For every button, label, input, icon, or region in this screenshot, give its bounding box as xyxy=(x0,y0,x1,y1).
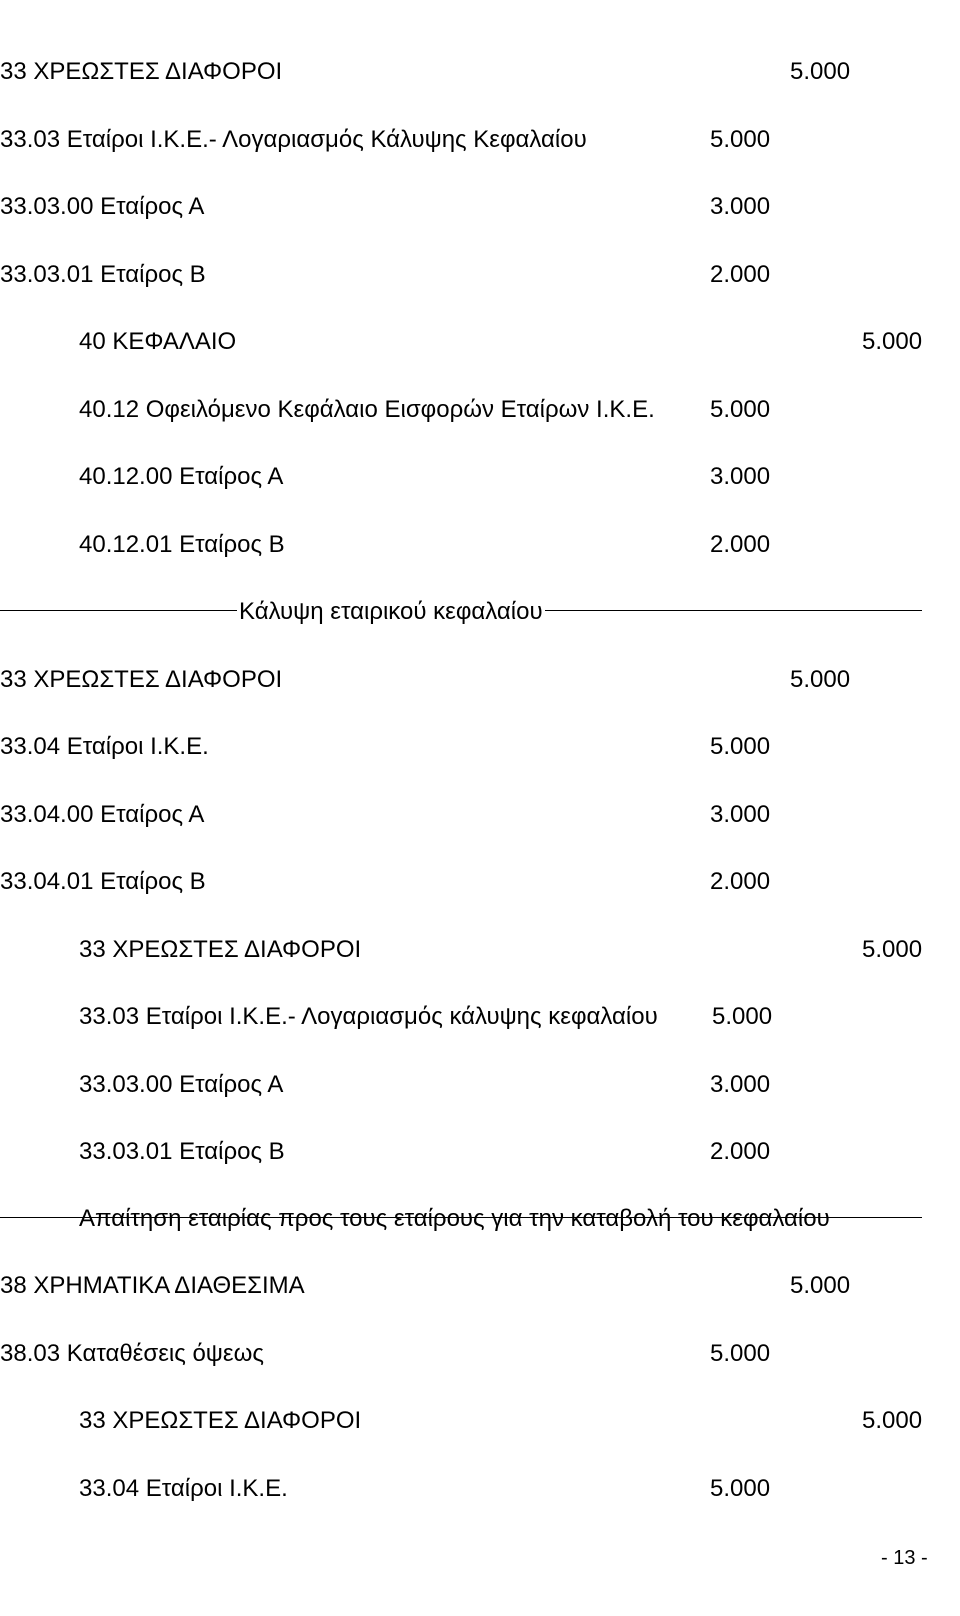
entry-amount: 2.000 xyxy=(710,261,771,288)
entry-amount: 5.000 xyxy=(710,126,771,153)
entry-account: 33 ΧΡΕΩΣΤΕΣ ΔΙΑΦΟΡΟΙ xyxy=(0,666,283,693)
entry-account: 40.12 Οφειλόμενο Κεφάλαιο Εισφορών Εταίρων Ι.Κ.Ε. xyxy=(79,396,655,423)
entry-amount: 5.000 xyxy=(862,328,923,355)
entry-amount: 2.000 xyxy=(710,531,771,558)
entry-account: 33 ΧΡΕΩΣΤΕΣ ΔΙΑΦΟΡΟΙ xyxy=(79,936,362,963)
entry-account: 33.04 Εταίροι Ι.Κ.Ε. xyxy=(0,733,209,760)
entry-account: 33.03.00 Εταίρος Α xyxy=(79,1071,284,1098)
entry-amount: 3.000 xyxy=(710,801,771,828)
entry-amount: 5.000 xyxy=(862,1407,923,1434)
entry-account: 38 ΧΡΗΜΑΤΙΚΑ ΔΙΑΘΕΣΙΜΑ xyxy=(0,1272,305,1299)
page-number: - 13 - xyxy=(881,1547,928,1569)
entry-account: 33.03 Εταίροι Ι.Κ.Ε.- Λογαριασμός Κάλυψης Κεφαλαίου xyxy=(0,126,587,153)
entry-amount: 5.000 xyxy=(790,666,851,693)
entry-amount: 5.000 xyxy=(712,1003,773,1030)
entry-account: 33.03.00 Εταίρος Α xyxy=(0,193,205,220)
entry-amount: 3.000 xyxy=(710,1071,771,1098)
entry-account: 40.12.00 Εταίρος Α xyxy=(79,463,284,490)
entry-account: 33.04 Εταίροι Ι.Κ.Ε. xyxy=(79,1475,288,1502)
entry-account: 33.04.00 Εταίρος Α xyxy=(0,801,205,828)
entry-amount: 2.000 xyxy=(710,1138,771,1165)
entry-amount: 3.000 xyxy=(710,463,771,490)
entry-amount: 3.000 xyxy=(710,193,771,220)
entry-account: 33.04.01 Εταίρος Β xyxy=(0,868,206,895)
entry-amount: 5.000 xyxy=(790,58,851,85)
entry-amount: 2.000 xyxy=(710,868,771,895)
entry-account: 33.03.01 Εταίρος Β xyxy=(0,261,206,288)
entry-amount: 5.000 xyxy=(710,396,771,423)
entry-account: 33 ΧΡΕΩΣΤΕΣ ΔΙΑΦΟΡΟΙ xyxy=(0,58,283,85)
entry-amount: 5.000 xyxy=(710,1340,771,1367)
entry-account: 33.03.01 Εταίρος Β xyxy=(79,1138,285,1165)
entry-account: 33 ΧΡΕΩΣΤΕΣ ΔΙΑΦΟΡΟΙ xyxy=(79,1407,362,1434)
entry-amount: 5.000 xyxy=(710,1475,771,1502)
entry-narration: Κάλυψη εταιρικού κεφαλαίου xyxy=(239,598,543,625)
entry-account: 33.03 Εταίροι Ι.Κ.Ε.- Λογαριασμός κάλυψης κεφαλαίου xyxy=(79,1003,658,1030)
entry-amount: 5.000 xyxy=(710,733,771,760)
entry-amount: 5.000 xyxy=(790,1272,851,1299)
entry-amount: 5.000 xyxy=(862,936,923,963)
entry-account: 40.12.01 Εταίρος Β xyxy=(79,531,285,558)
entry-account: 38.03 Καταθέσεις όψεως xyxy=(0,1340,264,1367)
entry-narration: Απαίτηση εταιρίας προς τους εταίρους για την καταβολή του κεφαλαίου xyxy=(79,1205,830,1232)
entry-account: 40 ΚΕΦΑΛΑΙΟ xyxy=(79,328,237,355)
